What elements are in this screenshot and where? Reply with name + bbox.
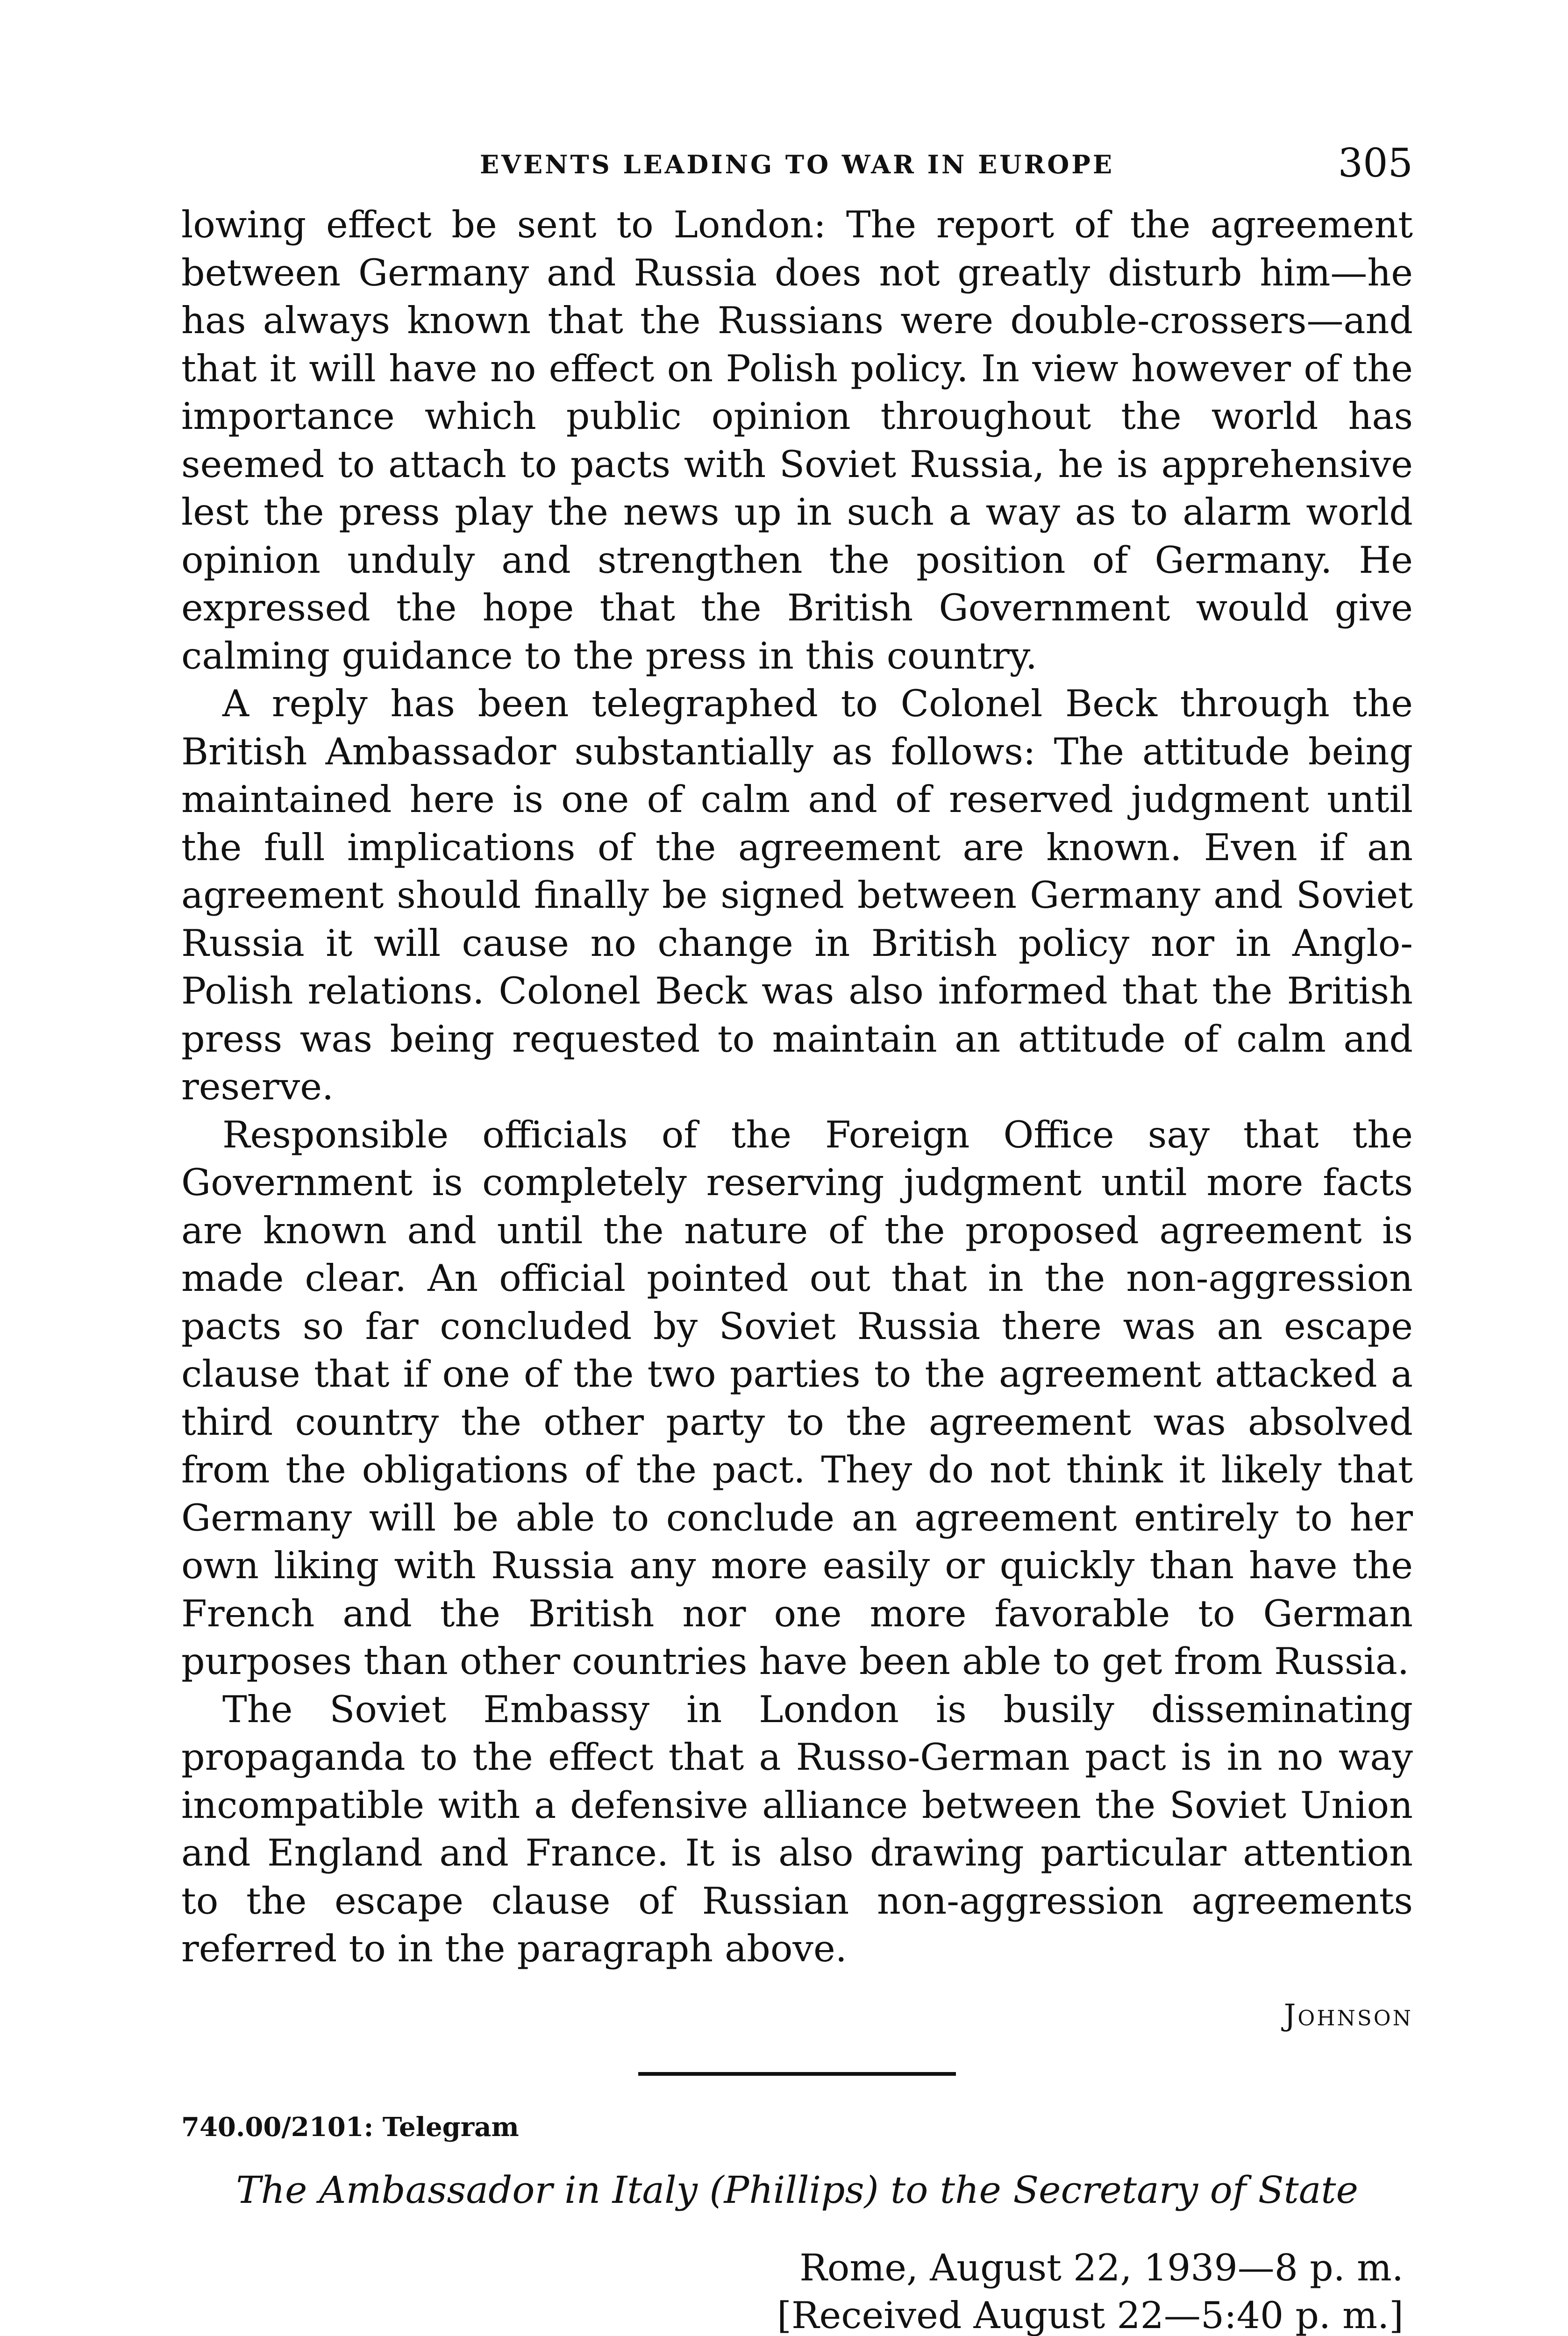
document-heading: The Ambassador in Italy (Phillips) to the Secretary of State: [236, 2168, 1358, 2212]
paragraph-reply-to-beck: A reply has been telegraphed to Colonel Beck through the British Ambassador substantially as follows: The attitude being maintained here is one of calm and of reserved judgment until the full implications of the agreement are known. Even if an agreement should finally be signed between Germany and Soviet Russia it will cause no change in British policy nor in Anglo-Polish relations. Colonel Beck was also informed that the British press was being requested to maintain an attitude of calm and reserve.: [181, 682, 1413, 1108]
body-text: [181, 201, 1413, 1973]
running-head: EVENTS LEADING TO WAR IN EUROPE: [479, 150, 1115, 179]
received-line: [Received August 22—5:40 p. m.]: [777, 2293, 1404, 2336]
dateline: [181, 2244, 1413, 2336]
document-page: [181, 140, 1413, 2336]
paragraph-continued: lowing effect be sent to London: The report of the agreement between Germany and Russia does not greatly disturb him—he has always known that the Russians were double-crossers—and that it will have no effect on Polish policy. In view however of the importance which public opinion throughout the world has seemed to attach to pacts with Soviet Russia, he is apprehensive lest the press play the news up in such a way as to alarm world opinion unduly and strengthen the position of Germany. He expressed the hope that the British Government would give calming guidance to the press in this country.: [181, 203, 1413, 677]
page-header: [181, 140, 1413, 201]
signature-johnson: Johnson: [1283, 1998, 1413, 2033]
paragraph-soviet-embassy: The Soviet Embassy in London is busily disseminating propaganda to the effect that a Russo-German pact is in no way incompatible with a defensive alliance between the Soviet Union and England and France. It is also drawing particular attention to the escape clause of Russian non-aggression agreements referred to in the paragraph above.: [181, 1688, 1413, 1970]
dateline-place: Rome, August 22, 1939—8 p. m.: [799, 2246, 1404, 2289]
document-reference: 740.00/2101: Telegram: [181, 2111, 519, 2143]
section-divider: [638, 2072, 956, 2076]
page-number: 305: [1338, 140, 1413, 186]
paragraph-foreign-office: Responsible officials of the Foreign Office say that the Government is completely reserving judgment until more facts are known and until the nature of the proposed agreement is made clear. An official pointed out that in the non-aggression pacts so far concluded by Soviet Russia there was an escape clause that if one of the two parties to the agreement attacked a third country the other party to the agreement was absolved from the obligations of the pact. They do not think it likely that Germany will be able to conclude an agreement entirely to her own liking with Russia any more easily or quickly than have the French and the British nor one more favorable to German purposes than other countries have been able to get from Russia.: [181, 1113, 1413, 1683]
